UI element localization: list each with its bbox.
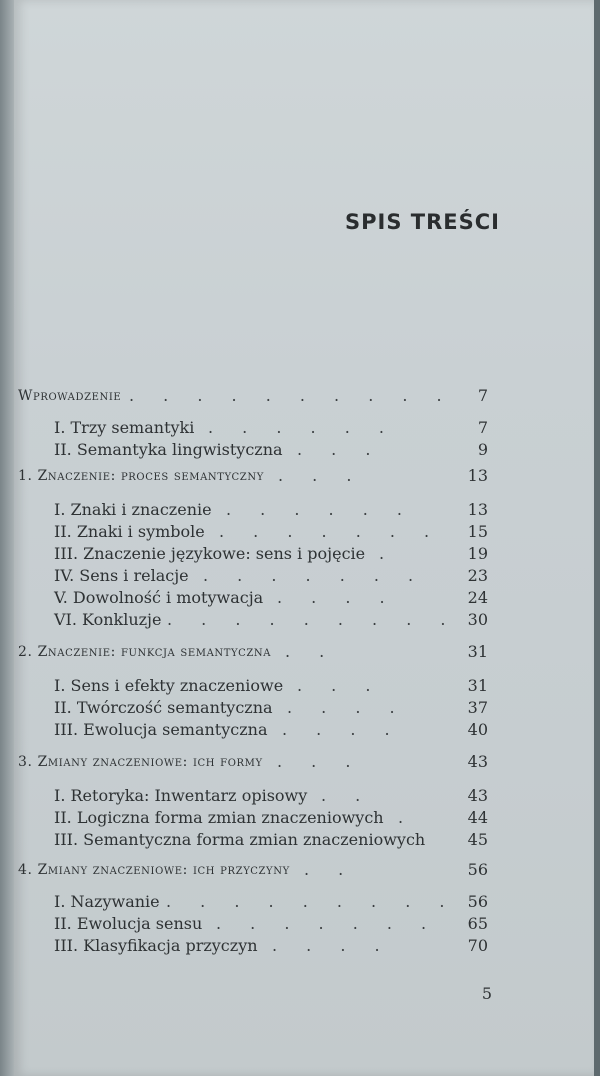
toc-leader-dots: . — [379, 544, 397, 563]
toc-chapter-row — [0, 384, 600, 408]
toc-section-row — [0, 696, 600, 720]
toc-page-number: 70 — [467, 936, 488, 955]
toc-page-number: 43 — [467, 786, 488, 805]
toc-leader-dots: . . — [321, 786, 373, 805]
toc-section-row — [0, 498, 600, 522]
toc-entry-label: VI. Konkluzje — [54, 610, 162, 629]
toc-section-row — [0, 438, 600, 462]
toc-leader-dots: . . . . — [277, 588, 397, 607]
toc-leader-dots: . . . . . . . . . — [167, 610, 458, 629]
toc-section-row — [0, 890, 600, 914]
toc-entry-label: II. Logiczna forma zmian znaczeniowych — [54, 808, 384, 827]
toc-entry-label: III. Znaczenie językowe: sens i pojęcie — [54, 544, 366, 563]
toc-page-number: 31 — [467, 642, 488, 661]
toc-entry-label: 3. Zmiany znaczeniowe: ich formy — [18, 754, 263, 770]
toc-page-number: 40 — [467, 720, 488, 739]
toc-section-row — [0, 564, 600, 588]
toc-page-number: 56 — [467, 860, 488, 879]
toc-leader-dots: . . — [285, 642, 337, 661]
toc-entry-label: I. Sens i efekty znaczeniowe — [54, 676, 284, 695]
toc-entry-label: II. Twórczość semantyczna — [54, 698, 273, 717]
toc-page-number: 15 — [467, 522, 488, 541]
toc-leader-dots: . . . . . . . — [219, 522, 442, 541]
toc-chapter-row — [0, 750, 600, 774]
toc-entry-label: III. Ewolucja semantyczna — [54, 720, 268, 739]
toc-entry-label: V. Dowolność i motywacja — [54, 588, 264, 607]
toc-page-number: 56 — [467, 892, 488, 911]
toc-entry-label: I. Nazywanie — [54, 892, 160, 911]
toc-entry-label: I. Znaki i znaczenie — [54, 500, 212, 519]
toc-entry-label: III. Klasyfikacja przyczyn — [54, 936, 258, 955]
toc-section-row — [0, 520, 600, 544]
toc-page-number: 13 — [467, 466, 488, 485]
page-title: SPIS TREŚCI — [345, 210, 500, 234]
toc-chapter-row — [0, 640, 600, 664]
toc-leader-dots: . . . . . . . — [203, 566, 426, 585]
toc-page-number: 19 — [467, 544, 488, 563]
toc-section-row — [0, 912, 600, 936]
toc-entry-label: II. Znaki i symbole — [54, 522, 205, 541]
toc-section-row — [0, 542, 600, 566]
toc-leader-dots: . . . — [278, 466, 364, 485]
toc-page-number: 23 — [467, 566, 488, 585]
toc-section-row — [0, 416, 600, 440]
toc-page-number: 13 — [467, 500, 488, 519]
toc-chapter-row — [0, 464, 600, 488]
toc-page-number: 7 — [477, 386, 488, 405]
toc-entry-label: 2. Znaczenie: funkcja semantyczna — [18, 644, 272, 660]
toc-page-number: 43 — [467, 752, 488, 771]
toc-page-number: 24 — [467, 588, 488, 607]
toc-leader-dots: . . . — [297, 440, 383, 459]
toc-section-row — [0, 674, 600, 698]
toc-leader-dots: . — [398, 808, 416, 827]
toc-entry-label: 1. Znaczenie: proces semantyczny — [18, 468, 264, 484]
toc-page-number: 9 — [477, 440, 488, 459]
toc-entry-label: III. Semantyczna forma zmian znaczeniowych — [54, 830, 426, 849]
toc-leader-dots: . . . . . . . — [216, 914, 439, 933]
toc-section-row — [0, 586, 600, 610]
toc-entry-label: II. Semantyka lingwistyczna — [54, 440, 283, 459]
toc-page-number: 44 — [467, 808, 488, 827]
toc-leader-dots: . . . — [277, 752, 363, 771]
toc-leader-dots: . . . . . . — [208, 418, 396, 437]
toc-leader-dots: . . . — [297, 676, 383, 695]
toc-chapter-row — [0, 858, 600, 882]
toc-entry-label: I. Trzy semantyki — [54, 418, 195, 437]
toc-section-row — [0, 806, 600, 830]
toc-page-number: 7 — [477, 418, 488, 437]
toc-section-row — [0, 784, 600, 808]
toc-entry-label: IV. Sens i relacje — [54, 566, 189, 585]
toc-leader-dots: . . . . — [287, 698, 407, 717]
toc-entry-label: 4. Zmiany znaczeniowe: ich przyczyny — [18, 862, 290, 878]
toc-page-number: 65 — [467, 914, 488, 933]
toc-entry-label: II. Ewolucja sensu — [54, 914, 203, 933]
toc-section-row — [0, 934, 600, 958]
toc-entry-label: I. Retoryka: Inwentarz opisowy — [54, 786, 308, 805]
toc-page-number: 45 — [467, 830, 488, 849]
toc-page-number: 37 — [467, 698, 488, 717]
toc-entry-label: Wprowadzenie — [18, 388, 122, 404]
toc-leader-dots: . . . . — [282, 720, 402, 739]
toc-leader-dots: . . . . . . . . . — [166, 892, 457, 911]
toc-leader-dots: . . . . . . . . . . — [129, 386, 454, 405]
toc-page-number: 30 — [467, 610, 488, 629]
page-number: 5 — [481, 984, 492, 1003]
toc-page-number: 31 — [467, 676, 488, 695]
toc-leader-dots: . . — [304, 860, 356, 879]
toc-section-row — [0, 608, 600, 632]
toc-section-row — [0, 828, 600, 852]
toc-section-row — [0, 718, 600, 742]
toc-leader-dots: . . . . — [272, 936, 392, 955]
toc-leader-dots: . . . . . . — [226, 500, 414, 519]
